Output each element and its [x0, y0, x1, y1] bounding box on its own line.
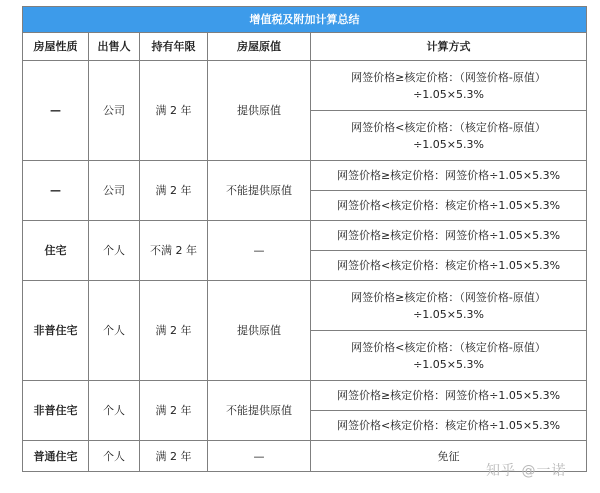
calculation-cell	[311, 331, 587, 381]
table-title: 增值税及附加计算总结	[23, 7, 587, 33]
seller-cell: 个人	[89, 281, 140, 381]
original-value-cell: 不能提供原值	[208, 161, 311, 221]
calculation-line: 网签价格<核定价格：核定价格÷1.05×5.3%	[336, 419, 561, 432]
calculation-line: 网签价格<核定价格：核定价格÷1.05×5.3%	[336, 199, 561, 212]
calculation-cell	[311, 161, 587, 191]
table-row	[23, 61, 587, 111]
calculation-cell	[311, 381, 587, 411]
table-row	[23, 221, 587, 251]
calculation-line: 网签价格≥核定价格：网签价格÷1.05×5.3%	[336, 229, 561, 242]
tax-summary-table-container	[22, 6, 586, 472]
calculation-cell	[311, 111, 587, 161]
original-value-cell: 不能提供原值	[208, 381, 311, 441]
header-seller: 出售人	[89, 33, 140, 61]
calculation-cell	[311, 191, 587, 221]
seller-cell: 公司	[89, 161, 140, 221]
original-value-cell: —	[208, 441, 311, 472]
table-row	[23, 281, 587, 331]
calculation-line: 网签价格<核定价格：（核定价格-原值）	[351, 340, 546, 354]
calculation-cell	[311, 61, 587, 111]
calculation-cell	[311, 221, 587, 251]
watermark: 知乎 @一诺	[486, 463, 567, 479]
original-value-cell: —	[208, 221, 311, 281]
calculation-cell	[311, 251, 587, 281]
table-title-row	[23, 7, 587, 33]
calculation-line: 网签价格≥核定价格：网签价格÷1.05×5.3%	[336, 389, 561, 402]
holding-period-cell: 不满 2 年	[140, 221, 208, 281]
tax-summary-table	[22, 6, 587, 472]
holding-period-cell: 满 2 年	[140, 281, 208, 381]
calculation-line: 网签价格<核定价格：（核定价格-原值）	[351, 120, 546, 134]
property-type-cell: —	[23, 61, 89, 161]
calculation-line-continued: ÷1.05×5.3%	[413, 137, 484, 151]
holding-period-cell: 满 2 年	[140, 441, 208, 472]
property-type-cell: —	[23, 161, 89, 221]
calculation-line: 网签价格≥核定价格：（网签价格-原值）	[351, 290, 546, 304]
property-type-cell: 普通住宅	[23, 441, 89, 472]
calculation-line: 免征	[437, 449, 460, 463]
calculation-line-continued: ÷1.05×5.3%	[413, 307, 484, 321]
header-row	[23, 33, 587, 61]
header-property-type: 房屋性质	[23, 33, 89, 61]
calculation-cell	[311, 281, 587, 331]
header-calculation: 计算方式	[311, 33, 587, 61]
seller-cell: 个人	[89, 441, 140, 472]
calculation-line: 网签价格≥核定价格：（网签价格-原值）	[351, 70, 546, 84]
header-holding-period: 持有年限	[140, 33, 208, 61]
calculation-line-continued: ÷1.05×5.3%	[413, 357, 484, 371]
calculation-line: 网签价格≥核定价格：网签价格÷1.05×5.3%	[336, 169, 561, 182]
table-row	[23, 161, 587, 191]
header-original-value: 房屋原值	[208, 33, 311, 61]
holding-period-cell: 满 2 年	[140, 61, 208, 161]
seller-cell: 个人	[89, 221, 140, 281]
property-type-cell: 住宅	[23, 221, 89, 281]
calculation-line-continued: ÷1.05×5.3%	[413, 87, 484, 101]
calculation-cell	[311, 411, 587, 441]
holding-period-cell: 满 2 年	[140, 161, 208, 221]
original-value-cell: 提供原值	[208, 281, 311, 381]
table-row	[23, 381, 587, 411]
seller-cell: 个人	[89, 381, 140, 441]
calculation-line: 网签价格<核定价格：核定价格÷1.05×5.3%	[336, 259, 561, 272]
seller-cell: 公司	[89, 61, 140, 161]
original-value-cell: 提供原值	[208, 61, 311, 161]
property-type-cell: 非普住宅	[23, 281, 89, 381]
property-type-cell: 非普住宅	[23, 381, 89, 441]
holding-period-cell: 满 2 年	[140, 381, 208, 441]
